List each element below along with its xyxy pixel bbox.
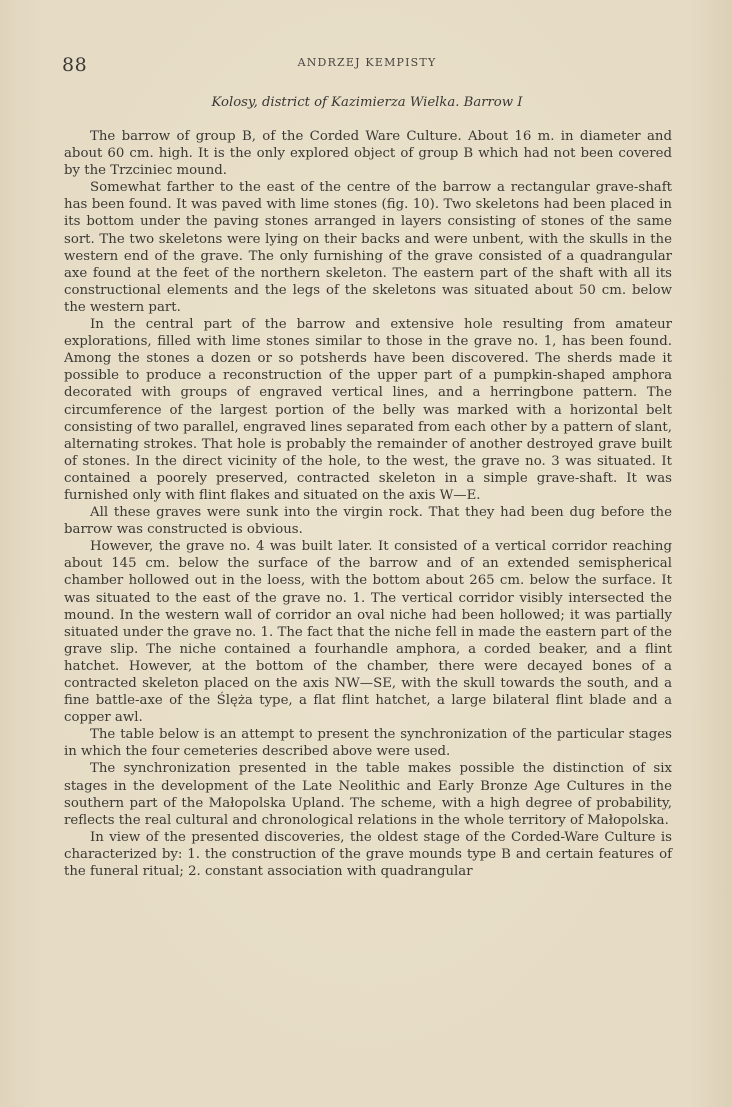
running-head: ANDRZEJ KEMPISTY [297,56,437,69]
paragraph: The synchronization presented in the table makes possible the distinction of six stages in the development of the Late Neolithic and Early Bronze Age Cultures in the southern part of the Małopolska Upland. The scheme, with a high degree of probability, reflects the real cultural and chronological relations in the whole territory of Małopolska. [64,761,672,828]
page-number: 88 [62,54,88,76]
body-text [64,128,672,880]
paragraph: The table below is an attempt to present the synchronization of the particular stages in which the four cemeteries described above were used. [64,727,672,760]
paragraph: All these graves were sunk into the virgin rock. That they had been dug before the barrow was constructed is obvious. [64,505,672,538]
paragraph: In view of the presented discoveries, the oldest stage of the Corded-Ware Culture is characterized by: 1. the construction of the grave mounds type B and certain features of the funeral ritual; 2. constant association with quadrangular [64,829,672,880]
paragraph: Somewhat farther to the east of the centre of the barrow a rectangular grave-shaft has been found. It was paved with lime stones (fig. 10). Two skeletons had been placed in its bottom under the paving stones arranged in layers consisting of stones of the same sort. The two skeletons were lying on their backs and were unbent, with the skulls in the western end of the grave. The only furnishing of the grave consisted of a quadrangular axe found at the feet of the northern skeleton. The eastern part of the shaft with all its constructional elements and the legs of the skeletons was situated about 50 cm. below the western part. [64,180,672,315]
paragraph: In the central part of the barrow and extensive hole resulting from amateur explorations, filled with lime stones similar to those in the grave no. 1, has been found. Among the stones a dozen or so potsherds have been discovered. The sherds made it possible to produce a reconstruction of the upper part of a pumpkin-shaped amphora decorated with groups of engraved vertical lines, and a herringbone pattern. The circumference of the largest portion of the belly was marked with a horizontal belt consisting of two parallel, engraved lines separated from each other by a pattern of slant, alternating strokes. That hole is probably the remainder of another destroyed grave built of stones. In the direct vicinity of the hole, to the west, the grave no. 3 was situated. It contained a poorely preserved, contracted skeleton in a simple grave-shaft. It was furnished only with flint flakes and situated on the axis W—E. [64,317,672,503]
paragraph: However, the grave no. 4 was built later. It consisted of a vertical corridor reaching about 145 cm. below the surface of the barrow and of an extended semispherical chamber hollowed out in the loess, with the bottom about 265 cm. below the surface. It was situated to the east of the grave no. 1. The vertical corridor visibly intersected the mound. In the western wall of corridor an oval niche had been hollowed; it was partially situated under the grave no. 1. The fact that the niche fell in made the eastern part of the grave slip. The niche contained a fourhandle amphora, a corded beaker, and a flint hatchet. However, at the bottom of the chamber, there were decayed bones of a contracted skeleton placed on the axis NW—SE, with the skull towards the south, and a fine battle-axe of the Ślęża type, a flat flint hatchet, a large bilateral flint blade and a copper awl. [64,539,672,726]
section-title: Kolosy, district of Kazimierza Wielka. Barrow I [211,95,523,110]
page-header [62,52,672,76]
paragraph: The barrow of group B, of the Corded Ware Culture. About 16 m. in diameter and about 60 cm. high. It is the only explored object of group B which had not been covered by the Trzciniec mound. [64,129,672,179]
